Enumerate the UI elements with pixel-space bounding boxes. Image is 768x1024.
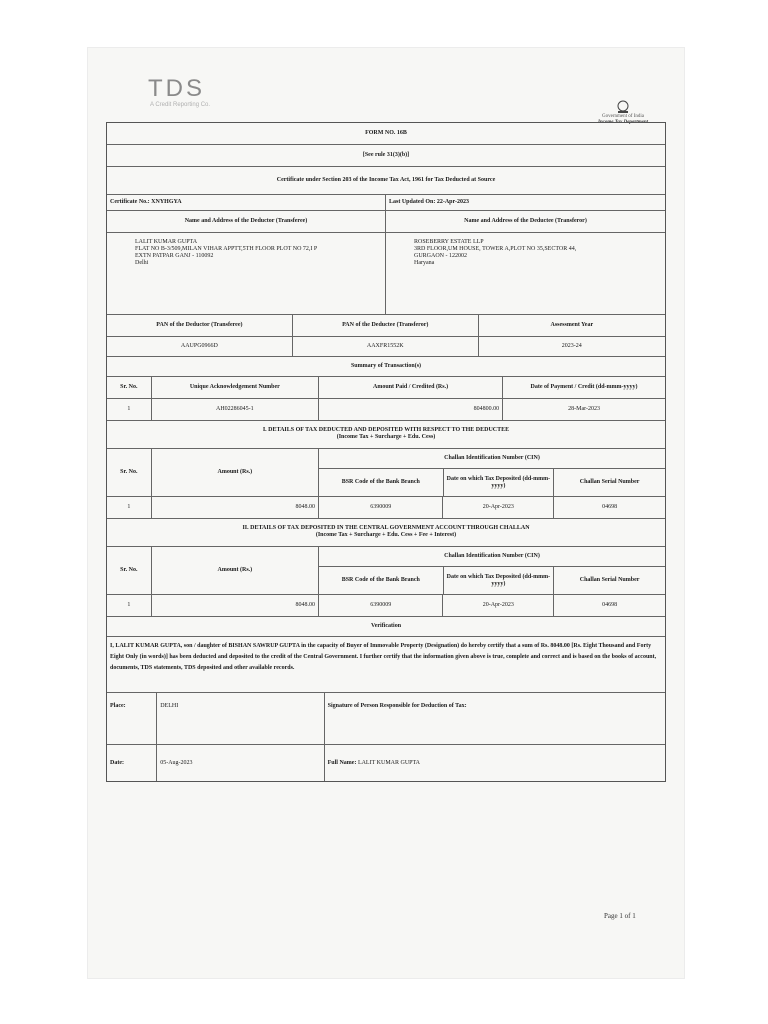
pan-deductee-label: PAN of the Deductee (Transferor) (293, 315, 479, 336)
tax1-header-date: Date on which Tax Deposited (dd-mmm-yyyy) (444, 469, 555, 496)
deductee-address-line: 3RD FLOOR,UM HOUSE, TOWER A,PLOT NO 35,SECTOR 44, (414, 246, 577, 252)
deductor-address (107, 233, 386, 314)
assessment-year-value: 2023-24 (561, 343, 582, 349)
tax2-amount: 8048.00 (152, 595, 319, 616)
emblem-caption: Government of India (602, 114, 644, 119)
pan-deductor-value: AAUPG0966D (107, 337, 293, 356)
tax2-header-srno: Sr. No. (107, 547, 152, 594)
tax2-srno: 1 (107, 595, 152, 616)
form-16b (106, 122, 666, 782)
pan-deductor-label: PAN of the Deductor (Transferee) (107, 315, 293, 336)
deductor-address-line: EXTN PATPAR GANJ - 110092 (135, 253, 214, 259)
table-row (107, 595, 665, 617)
tax2-cin-heading: Challan Identification Number (CIN) (319, 547, 665, 567)
tax1-header-challan: Challan Serial Number (579, 479, 640, 485)
tax1-challan: 04698 (602, 504, 618, 510)
last-updated (386, 195, 665, 210)
deductee-state: Haryana (414, 260, 435, 266)
emblem-icon (614, 100, 632, 114)
form-number: FORM NO. 16B (365, 130, 407, 136)
emblem-dept: Income Tax Department (597, 120, 649, 125)
page-number: Page 1 of 1 (604, 912, 636, 920)
deductor-address-line: FLAT NO B-3/509,MILAN VIHAR APPTT,5TH FLOOR PLOT NO 72,I P (135, 246, 318, 252)
assessment-year-label: Assessment Year (550, 322, 594, 328)
certificate-label: Certificate No.: (110, 199, 150, 205)
tax2-cin-group (319, 547, 665, 594)
logo-subtitle: A Credit Reporting Co. (150, 102, 211, 108)
tax1-cin-heading: Challan Identification Number (CIN) (319, 449, 665, 469)
certificate-number (107, 195, 386, 210)
tax1-header-amount: Amount (Rs.) (152, 449, 319, 496)
tax2-header-date: Date on which Tax Deposited (dd-mmm-yyyy) (444, 567, 555, 594)
summary-srno: 1 (107, 399, 152, 420)
tax2-header-bsr: BSR Code of the Bank Branch (319, 567, 444, 594)
deductor-heading: Name and Address of the Deductor (Transferee) (107, 211, 386, 232)
place-value: DELHI (157, 693, 324, 744)
section2-title: II. DETAILS OF TAX DEPOSITED IN THE CENTRAL GOVERNMENT ACCOUNT THROUGH CHALLAN (242, 525, 530, 531)
signature-label: Signature of Person Responsible for Deduction of Tax: (327, 703, 467, 709)
certificate-value: XNYHGYA (151, 199, 182, 205)
tax2-bsr: 6390009 (319, 595, 443, 616)
summary-date: 28-Mar-2023 (568, 406, 600, 412)
full-name (325, 745, 665, 781)
section1-subtitle: (Income Tax + Surcharge + Edu. Cess) (336, 434, 436, 440)
last-updated-label: Last Updated On: (389, 199, 436, 205)
summary-ack-number: AH02286045-1 (152, 399, 319, 420)
tax1-srno: 1 (107, 497, 152, 518)
tax2-header-amount: Amount (Rs.) (152, 547, 319, 594)
deductor-state: Delhi (135, 260, 149, 266)
table-row (107, 497, 665, 519)
full-name-value: LALIT KUMAR GUPTA (357, 759, 421, 766)
deductee-address-line: GURGAON - 122002 (414, 253, 467, 259)
deductee-name: ROSEBERRY ESTATE LLP (414, 239, 484, 245)
summary-header-date: Date of Payment / Credit (dd-mmm-yyyy) (530, 384, 638, 390)
section1-heading (107, 421, 665, 448)
full-name-label: Full Name: (327, 759, 357, 766)
place-label: Place: (107, 693, 157, 744)
tax1-cin-group (319, 449, 665, 496)
table-row (107, 399, 665, 421)
deductee-address (386, 233, 665, 314)
tax2-challan: 04698 (602, 602, 618, 608)
summary-amount: 804800.00 (319, 399, 503, 420)
summary-header-amount: Amount Paid / Credited (Rs.) (319, 377, 503, 398)
summary-header-srno: Sr. No. (107, 377, 152, 398)
tax1-bsr: 6390009 (319, 497, 443, 518)
tds-logo: TDS (148, 75, 205, 102)
tax1-header-bsr: BSR Code of the Bank Branch (319, 469, 444, 496)
tax2-date: 20-Apr-2023 (443, 595, 554, 616)
deductor-name: LALIT KUMAR GUPTA (135, 239, 198, 245)
deductee-heading: Name and Address of the Deductee (Transferor) (464, 218, 587, 224)
form-rule: [See rule 31(3)(b)] (362, 152, 410, 158)
verification-text: I, LALIT KUMAR GUPTA, son / daughter of BISHAN SAWRUP GUPTA in the capacity of Buyer of Immovable Property (Designation) do hereby certify that a sum of Rs. 8048.00 [Rs. Eight Thousand and Forty Eight Only (in words)] has been deducted and deposited to the credit of the Central Government. I further certify that the information given above is true, complete and correct and is based on the books of account, documents, TDS statements, TDS deposited and other available records. (110, 643, 657, 671)
pan-deductee-value: AAXFR1552K (293, 337, 479, 356)
summary-heading: Summary of Transaction(s) (350, 363, 422, 369)
last-updated-value: 22-Apr-2023 (436, 199, 469, 205)
section1-title: I. DETAILS OF TAX DEDUCTED AND DEPOSITED WITH RESPECT TO THE DEDUCTEE (262, 427, 510, 433)
date-value: 05-Aug-2023 (157, 745, 324, 781)
tax1-header-srno: Sr. No. (107, 449, 152, 496)
summary-header-ack: Unique Acknowledgement Number (152, 377, 319, 398)
section2-subtitle: (Income Tax + Surcharge + Edu. Cess + Fee + Interest) (315, 532, 457, 538)
section2-heading (107, 519, 665, 546)
tax1-date: 20-Apr-2023 (443, 497, 554, 518)
certificate-title: Certificate under Section 203 of the Income Tax Act, 1961 for Tax Deducted at Source (276, 177, 496, 183)
date-label: Date: (107, 745, 157, 781)
verification-heading: Verification (370, 623, 402, 629)
tax1-amount: 8048.00 (152, 497, 319, 518)
tax2-header-challan: Challan Serial Number (579, 577, 640, 583)
